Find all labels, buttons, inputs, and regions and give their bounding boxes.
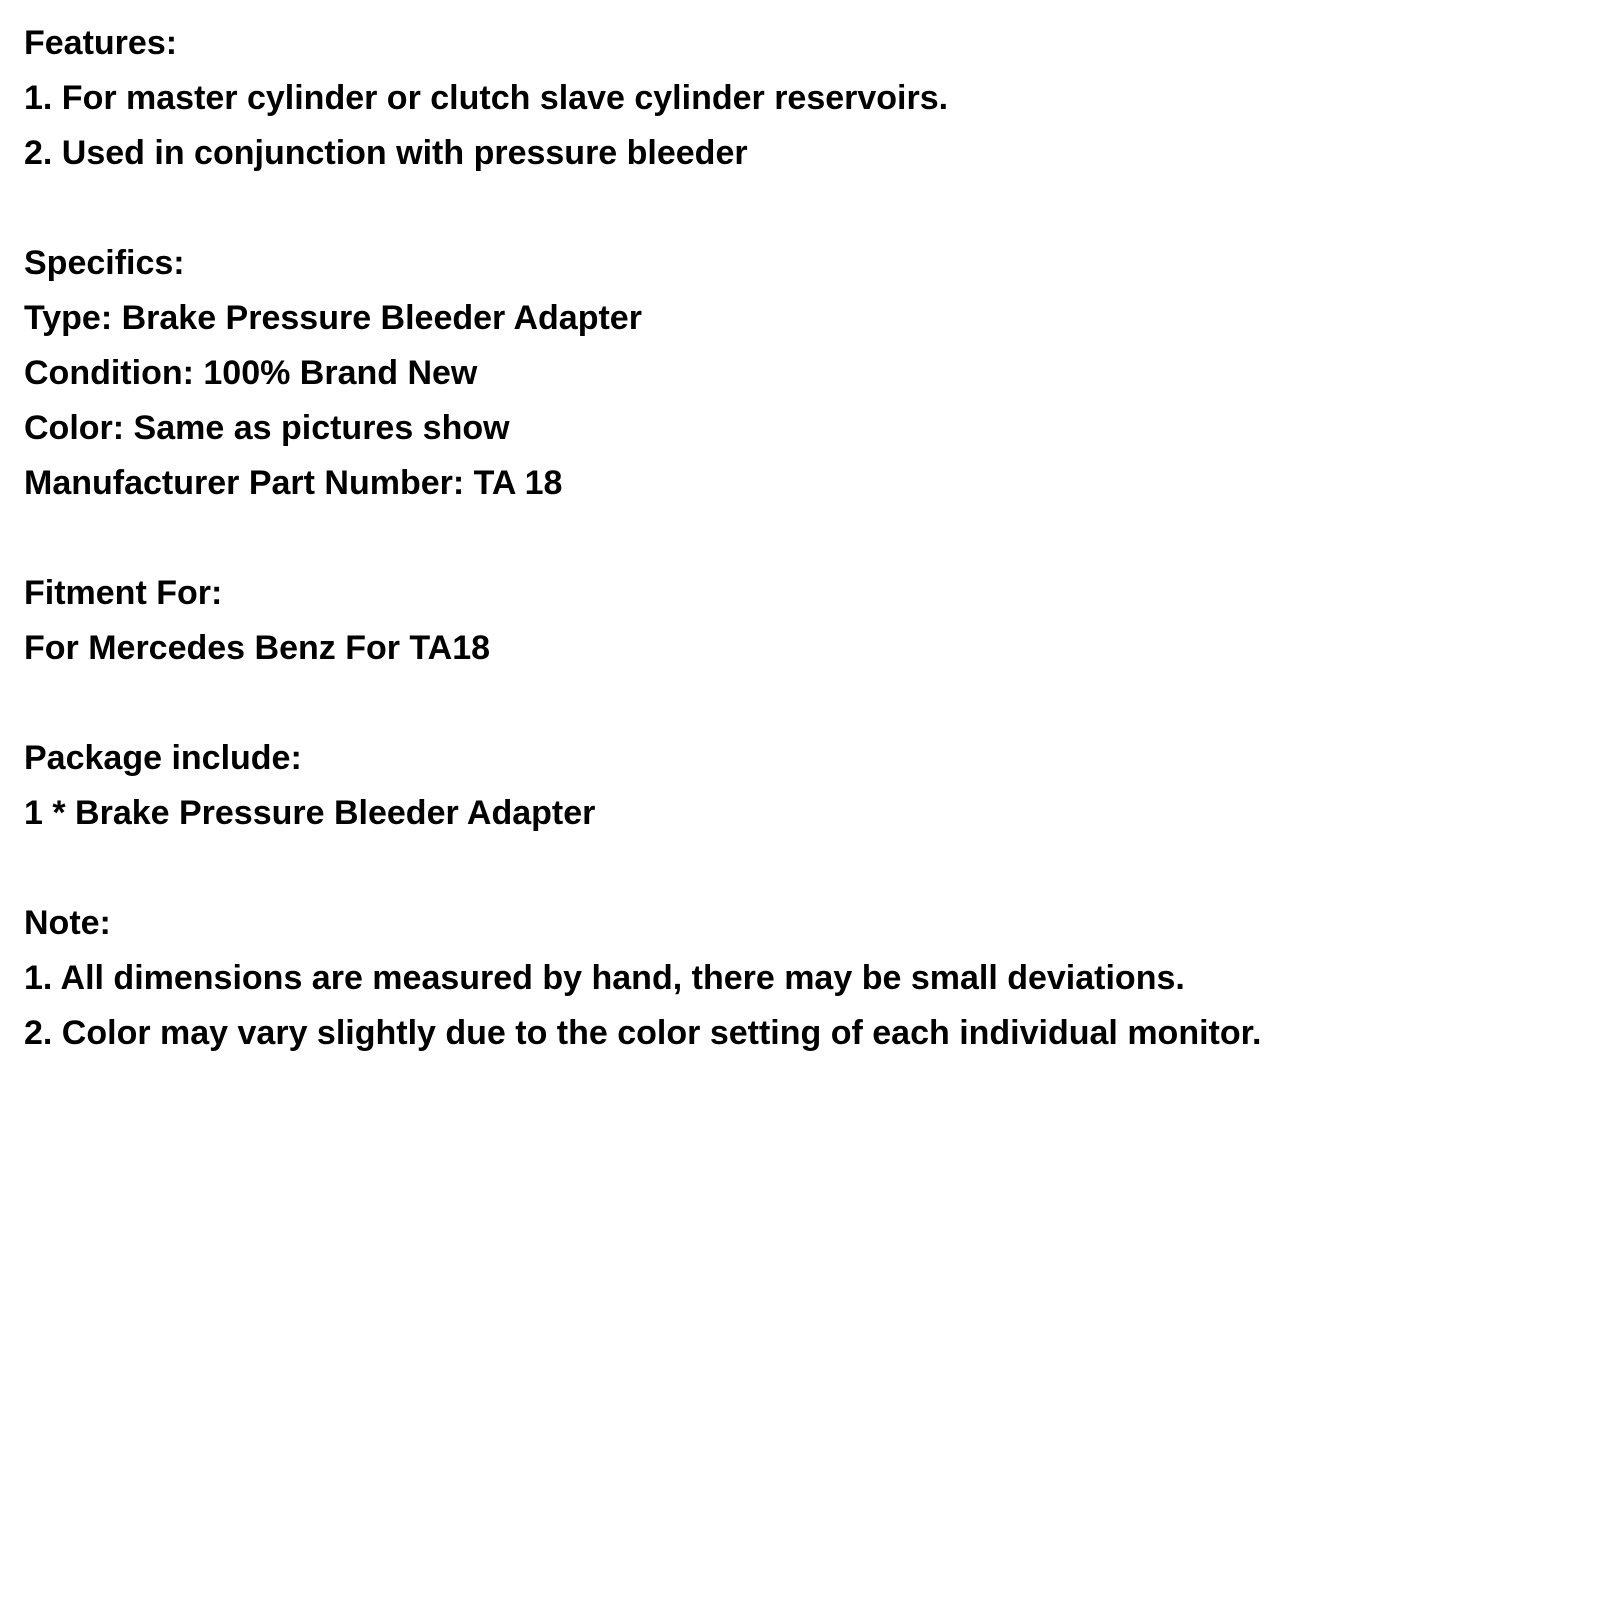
section-specifics [24,236,1576,511]
section-fitment [24,566,1576,676]
description-line: For Mercedes Benz For TA18 [24,629,491,667]
description-line: 1. All dimensions are measured by hand, there may be small deviations. [24,959,1185,997]
description-line: Condition: 100% Brand New [24,354,478,392]
description-line: Manufacturer Part Number: TA 18 [24,464,563,502]
description-line: Color: Same as pictures show [24,409,510,447]
description-line: 2. Used in conjunction with pressure bleeder [24,134,748,172]
section-heading-features: Features: [24,24,178,62]
section-heading-fitment: Fitment For: [24,574,223,612]
section-heading-note: Note: [24,904,111,942]
section-note [24,896,1576,1061]
section-features [24,16,1576,181]
description-line: 2. Color may vary slightly due to the color setting of each individual monitor. [24,1014,1262,1052]
section-heading-package: Package include: [24,739,302,777]
description-line: 1. For master cylinder or clutch slave cylinder reservoirs. [24,79,949,117]
description-line: 1 * Brake Pressure Bleeder Adapter [24,794,596,832]
description-line: Type: Brake Pressure Bleeder Adapter [24,299,642,337]
section-heading-specifics: Specifics: [24,244,185,282]
section-package [24,731,1576,841]
